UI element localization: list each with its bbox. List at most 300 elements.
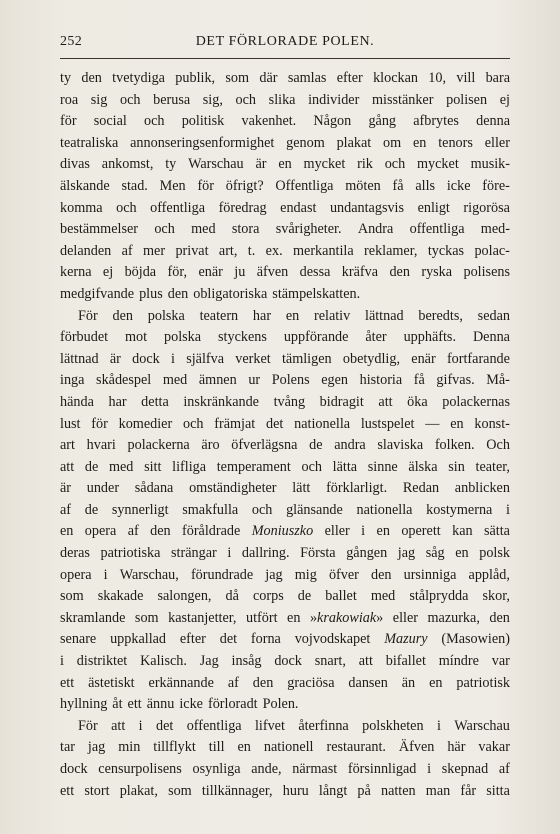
word: bara [485,70,510,86]
word: före- [482,177,510,194]
word: teatern [199,307,239,324]
word: censurpolisens [98,761,182,777]
text-line [60,327,510,349]
word: divas [60,156,90,173]
word: får [460,782,477,799]
word: ande, [251,761,282,777]
word: polisen [446,91,488,108]
word: publik, [175,70,216,86]
word: med [191,221,216,238]
word: med [370,588,396,605]
word: upphäfts. [403,329,456,346]
word: ännu [146,696,175,713]
word: lustspelet [360,415,415,432]
word: kräfva [341,264,379,281]
word: af [121,242,133,259]
word: lätt [292,480,311,497]
word: forna [250,631,281,648]
word: rigorösa [463,199,510,216]
word: långt [318,782,348,799]
word: svårigheter. [275,221,342,238]
page-header [60,34,510,54]
word: kerna [60,264,92,281]
text-line [60,781,510,803]
word: individer [308,91,360,108]
word: afbrytes [413,113,459,130]
word: polackerna [127,437,190,454]
word: enär [411,350,436,367]
word: osynliga [192,761,241,777]
word: relativ [313,307,351,324]
word: och [251,501,273,518]
word: restaurant. [326,739,386,756]
word: polskheten [362,717,424,734]
word: af [227,674,239,691]
word: lättnad [365,307,404,324]
word: smakfulla [182,501,239,518]
word: mazurka, [427,609,480,626]
word: endast [280,199,317,216]
word: skepnad [441,761,489,777]
word: styckens [218,329,267,346]
word: patriotiska [100,545,161,562]
word: tvång [273,393,306,410]
word: mycket [303,156,346,173]
word: Warschau [454,717,510,734]
word: deras [60,545,90,562]
word: är [60,480,72,497]
text-line [60,673,510,695]
word: förbudet [60,329,109,346]
word: det [266,415,284,432]
word: de [309,437,323,454]
word: mig [294,566,317,583]
word: dansen [348,674,388,691]
word: att [111,717,126,734]
word: sig, [202,91,223,108]
word: en [413,134,427,151]
word: den [167,285,189,302]
word: försinnligad [347,761,417,777]
word: ej [499,91,510,108]
word: vakenhet. [241,113,297,130]
word: som [60,588,84,605]
word: i [436,717,441,734]
word: öfverlägsna [231,437,298,454]
word: möten [345,177,381,194]
word: undantagsvis [329,199,405,216]
word: mycket [417,156,459,173]
word: art, [218,242,238,259]
word: reklamer, [364,242,418,259]
word: förklarligt. [326,480,388,497]
word: jag [265,566,283,583]
word: Men [159,177,186,194]
word: är [255,156,267,173]
word: stort [84,782,110,799]
word: enär [198,264,223,281]
word: inskränkande [183,393,259,410]
word: slika [268,91,296,108]
word: Kalisch. [140,653,187,670]
word: och [384,156,406,173]
word: operett [401,523,441,540]
word: har [108,393,127,410]
word: lättnad [60,350,99,367]
word: i [103,566,108,583]
word: teater, [475,458,510,475]
word: polska [147,307,185,324]
word: Polens [271,372,310,389]
word: och [154,221,175,238]
word: eller [484,134,510,151]
word: en [455,545,469,562]
word: offentliga [409,221,465,238]
word: musik- [470,156,510,173]
word: och [182,415,204,432]
text-line [60,198,510,220]
text-line [60,565,510,587]
word: ex. [265,242,283,259]
word: efter [179,631,206,648]
word: polsk [479,545,510,562]
word: en [237,739,251,756]
word: ju [234,264,246,281]
text-line [60,651,510,673]
word: äfven [256,264,289,281]
word: För [78,717,98,734]
word: hyllning [60,696,108,713]
word: en [287,609,301,626]
word: böjda [124,264,157,281]
word: skramlande [60,609,126,626]
word: sitta [486,782,510,799]
word: har [252,307,272,324]
word: komma [60,199,103,216]
word: Polen. [262,696,299,713]
word: sinne [367,458,398,475]
word: opera [60,566,92,583]
word: dock [60,761,88,777]
word: och [119,91,141,108]
word: gången [346,545,388,562]
text-line [60,68,510,90]
text-line [60,392,510,414]
word: efter [336,70,363,86]
word: — [425,415,440,432]
word: ett [127,696,142,713]
word: och [301,458,322,475]
text-line [60,500,510,522]
word: art [60,437,75,454]
word: att [358,653,373,670]
word: komedier [118,415,173,432]
word: stad. [121,177,148,194]
word: dessa [299,264,331,281]
word: nationella [294,415,351,432]
word: applåd, [468,566,510,583]
word: berusa [153,91,191,108]
word: omständigheter [189,480,277,497]
word: öfver [328,566,359,583]
word: merkantila [293,242,354,259]
word: utfört [245,609,278,626]
word: sedan [477,307,510,324]
word: tämligen [281,350,332,367]
word: natten [380,782,416,799]
word: den [489,609,510,626]
word: återfinna [298,717,349,734]
text-line [60,543,510,565]
word: åt [112,696,123,713]
word: öka [407,393,428,410]
text-line [60,176,510,198]
word: hända [60,393,94,410]
word: under [86,480,120,497]
word: föredrag [218,199,267,216]
text-line [60,716,510,738]
word: För [78,307,98,324]
word: samlas [287,70,327,86]
text-line [60,219,510,241]
word: föråldrade [182,523,241,540]
word: äro [201,437,220,454]
word: kostymerna [426,501,493,518]
word: vakar [478,739,510,756]
word: (Masowien) [441,631,510,648]
word: lust [60,415,81,432]
word: folken. [434,437,475,454]
word: Warschau [188,156,244,173]
word: det [155,717,174,734]
word: här [447,739,466,756]
word: Andra [357,221,394,238]
word: ej [102,264,114,281]
word: en [60,523,74,540]
word: få [413,372,425,389]
word: patriotisk [456,674,510,691]
word: Och [486,437,510,454]
word: roa [60,91,79,108]
word: själfva [186,350,225,367]
word: bifallet [385,653,426,670]
word: för [197,177,214,194]
text-line [60,111,510,133]
word: snart, [314,653,346,670]
body-text [60,68,510,802]
word: såg [425,545,445,562]
text-line [60,306,510,328]
word: konst- [474,415,510,432]
text-line [60,759,510,781]
word: polisens [463,264,510,281]
word: ur [248,372,261,389]
word: en [278,156,292,173]
text-line [60,241,510,263]
word: plakat [336,134,372,151]
text-line [60,586,510,608]
word: Warschau, [119,566,179,583]
word: offentliga [150,199,206,216]
word: att [378,393,393,410]
word: då [225,588,239,605]
word: en [285,307,300,324]
word: salongen, [157,588,212,605]
word: tyckas [427,242,465,259]
word: är [109,350,121,367]
word: icke [446,177,471,194]
word: delanden [60,242,112,259]
word: den [81,70,102,86]
word: inga [60,372,85,389]
text-line [60,370,510,392]
word: med [108,458,134,475]
word: stålprydda [409,588,469,605]
word: dock [274,653,302,670]
word: bidragit [319,393,364,410]
word: och [144,113,165,130]
text-line [60,457,510,479]
word: Någon [313,113,352,130]
word: som [225,70,250,86]
word: verket [235,350,271,367]
word: polac- [474,242,510,259]
word: ett [60,782,75,799]
word: där [259,70,278,86]
word: uppkallad [110,631,167,648]
word: plakat, [119,782,158,799]
word: senare [60,631,97,648]
word: om [383,134,402,151]
word: åter [365,329,387,346]
word: egen [321,372,348,389]
word: i [138,717,143,734]
word: teatraliska [60,134,119,151]
word: med [162,372,188,389]
word: af [60,501,72,518]
word: sig [90,91,108,108]
word: stora [231,221,260,238]
word: som [134,609,159,626]
word: och [235,91,257,108]
text-line [60,629,510,651]
word: den [389,264,410,281]
word: förundrade [190,566,254,583]
word: kastanjetter, [168,609,237,626]
word: sätta [483,523,510,540]
word: politisk [181,113,225,130]
word: i [227,545,232,562]
word: dock [132,350,160,367]
word: insåg [231,653,262,670]
text-line [60,521,510,543]
word: Må- [486,372,510,389]
word: dallring. [241,545,290,562]
word: corps [253,588,284,605]
word: gifvas. [436,372,475,389]
word: för, [167,264,188,281]
word: än [401,674,416,691]
word: obligatoriska [193,285,268,302]
word: klockan [373,70,418,86]
word: förloradt [207,696,258,713]
word: få [392,177,404,194]
word: skakade [97,588,144,605]
word: »krakowiak» [309,609,384,626]
word: ursinniga [403,566,457,583]
text-line [60,154,510,176]
word: detta [141,393,169,410]
text-line [60,349,510,371]
text-line [60,90,510,112]
word: man [425,782,451,799]
word: stämpelskatten. [272,285,361,302]
word: på [357,782,371,799]
word: ryska [421,264,453,281]
word: lifliga [172,458,207,475]
word: närmast [292,761,338,777]
word: social [93,113,127,130]
word: af [127,523,139,540]
text-line [60,608,510,630]
word: rik [357,156,373,173]
word: Offentliga [275,177,334,194]
word: tenors [438,134,473,151]
word: ett [60,674,75,691]
word: vill [456,70,476,86]
word: lätta [332,458,358,475]
word: beredts, [418,307,463,324]
word: det [219,631,238,648]
word: ty [60,70,72,86]
word: plus [139,285,163,302]
word: uppförande [283,329,349,346]
word: den [370,566,392,583]
word: eller [392,609,418,626]
text-line [60,262,510,284]
word: mot [125,329,148,346]
word: huru [282,782,309,799]
word: slaviska [377,437,424,454]
word: privat [175,242,209,259]
word: som [168,782,192,799]
word: de [84,458,99,475]
word: i [427,761,432,777]
word: bestämmelser [60,221,139,238]
header-rule [60,58,510,59]
word: erkännande [148,674,214,691]
word: Mazury [384,631,428,648]
word: graciösa [287,674,335,691]
word: ty [165,156,177,173]
word: den [252,674,274,691]
word: i [60,653,64,670]
word: anblicken [454,480,510,497]
word: att [60,458,75,475]
word: míndre [438,653,479,670]
word: skådespel [96,372,152,389]
word: nationella [356,501,413,518]
text-line [60,478,510,500]
word: de [84,501,99,518]
word: polackernas [442,393,510,410]
word: i [170,350,175,367]
word: nationell [263,739,314,756]
text-line [60,737,510,759]
word: till [208,739,225,756]
word: jag [87,739,106,756]
word: ballet [325,588,357,605]
